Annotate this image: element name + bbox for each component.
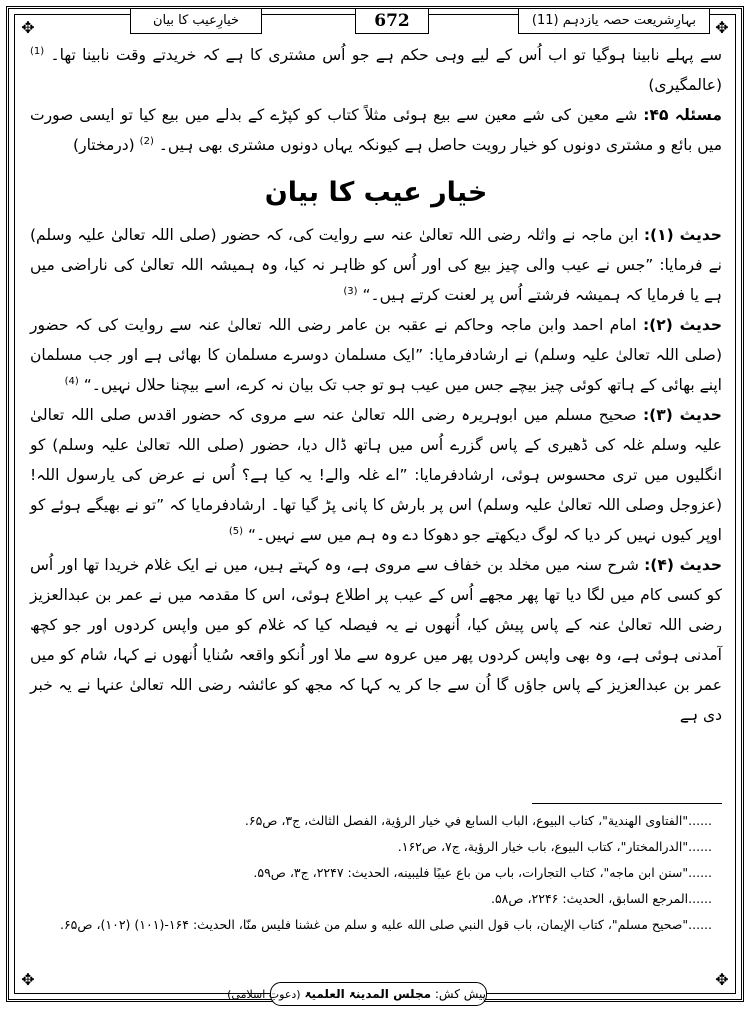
hadith-paragraph (30, 400, 722, 550)
footnote-item: ......"الدرالمختار"، كتاب البيوع، باب خيار الرؤية، ج۷، ص۱۶۲. (397, 839, 712, 854)
chapter-title: خیارِعیب کا بیان (130, 8, 262, 34)
footnote-ref: (4) (64, 375, 79, 387)
section-title: خیار عیب کا بیان (264, 177, 488, 208)
intro-paragraph (30, 40, 722, 100)
hadith-paragraph (30, 220, 722, 310)
footnote-ref: (1) (30, 45, 45, 57)
footnote-ref: (3) (343, 285, 358, 297)
corner-ornament-icon: ✥ (21, 18, 35, 37)
hadith-paragraph (30, 310, 722, 400)
masla-label: مسئلہ ۴۵: (643, 106, 722, 124)
hadith-label: حدیث (۲): (642, 316, 722, 334)
corner-ornament-icon: ✥ (715, 18, 729, 37)
hadith-paragraph (30, 550, 722, 730)
source-citation: (عالمگیری) (648, 76, 722, 94)
footnote-ref: (5) (228, 525, 243, 537)
corner-ornament-icon: ✥ (715, 970, 729, 989)
source-citation: (درمختار) (73, 136, 135, 154)
footnote-item: ......"الفتاوى الهندية"، كتاب البيوع، الباب السابع في خيار الرؤية، الفصل الثالث، ج۳، ص۶۵. (244, 813, 712, 828)
publisher-name: مجلس المدینۃ العلمیۃ (304, 987, 432, 1001)
intro-text: سے پہلے نابینا ہوگیا تو اب اُس کے لیے وہی حکم ہے جو اُس مشتری کا ہے کہ خریدتے وقت نابینا تھا۔ (50, 46, 722, 64)
masla-text: شے معین کی شے معین سے بیع ہوئی مثلاً کتاب کو کپڑے کے بدلے میں بیع کیا تو ایسی صورت میں بائع و مشتری دونوں کو خیار رویت حاصل ہے کیونکہ یہاں دونوں مشتری بھی ہیں۔ (30, 106, 722, 154)
footnote-item: ......المرجع السابق، الحديث: ۲۲۴۶، ص۵۸. (490, 891, 712, 906)
footer-suffix: (دعوتِ اسلامی) (227, 988, 301, 1001)
footnotes (48, 808, 712, 938)
corner-ornament-icon: ✥ (21, 970, 35, 989)
hadith-label: حدیث (۱): (643, 226, 722, 244)
masla-paragraph (30, 100, 722, 160)
page-header (22, 8, 730, 34)
footnote-divider (532, 803, 722, 804)
hadith-text: امام احمد وابن ماجہ وحاکم نے عقبہ بن عامر رضی اللہ تعالیٰ عنہ سے روایت کی کہ حضور (صلی اللہ تعالیٰ علیہ وسلم) نے ارشادفرمایا: ”ایک مسلمان دوسرے مسلمان کا بھائی ہے اور جب مسلمان اپنے بھائی کے ہاتھ کوئی چیز بیچے جس میں عیب ہو تو جب تک بیان نہ کرے، اسے بیچنا حلال نہیں۔“ (30, 316, 722, 394)
hadith-text: شرح سنہ میں مخلد بن خفاف سے مروی ہے، وہ کہتے ہیں، میں نے ایک غلام خریدا تھا اور اُس کو کسی کام میں لگا دیا تھا پھر مجھے اُس کے عیب پر اطلاع ہوئی، اس کا مقدمہ میں نے عمر بن عبدالعزیز رضی اللہ تعالیٰ عنہ کے پاس پیش کیا، اُنھوں نے یہ فیصلہ کیا کہ غلام کو میں واپس کردوں اور جو کچھ آمدنی ہوئی ہے، وہ بھی واپس کردوں پھر میں عروہ سے ملا اور اُنکو واقعہ سُنایا اُنھوں نے کہا، شام کو میں عمر بن عبدالعزیز کے پاس جاؤں گا اُن سے جا کر یہ کہا کہ مجھ کو عائشہ رضی اللہ تعالیٰ عنہا نے یہ خبر دی ہے (30, 556, 722, 724)
hadith-label: حدیث (۴): (644, 556, 722, 574)
footer-prefix: پیش کش: (434, 987, 486, 1001)
page-number: 672 (355, 8, 429, 34)
footnote-item: ......"صحيح مسلم"، كتاب الإيمان، باب قول النبي صلى الله عليه و سلم من غشنا فليس منّا، الحديث: ۱۶۴-(۱۰۱) (۱۰۲)، ص۶۵. (59, 917, 712, 932)
hadith-label: حدیث (۳): (642, 406, 722, 424)
footnote-item: ......"سنن ابن ماجه"، كتاب التجارات، باب من باع عيبًا فليبينه، الحديث: ۲۲۴۷، ج۳، ص۵۹. (253, 865, 712, 880)
hadith-text: صحیح مسلم میں ابوہریرہ رضی اللہ تعالیٰ عنہ سے مروی کہ حضور اقدس صلی اللہ تعالیٰ علیہ وسلم غلہ کی ڈھیری کے پاس گزرے اُس میں ہاتھ ڈال دیا، حضور (صلی اللہ تعالیٰ علیہ وسلم) کو انگلیوں میں تری محسوس ہوئی، ارشادفرمایا: ”اے غلہ والے! یہ کیا ہے؟ اُس نے عرض کی یارسول اللہ! (عزوجل وصلی اللہ تعالیٰ علیہ وسلم) اس پر بارش کا پانی پڑ گیا تھا۔ ارشادفرمایا کہ ”تو نے بھیگے ہوئے کو اوپر کیوں نہیں کر دیا کہ لوگ دیکھتے جو دھوکا دے وہ ہم میں سے نہیں۔“ (30, 406, 722, 544)
page-body (30, 40, 722, 730)
book-title: بہارِشریعت حصہ یازدہم (11) (518, 8, 710, 34)
footnote-ref: (2) (139, 135, 154, 147)
hadith-text: ابن ماجہ نے واثلہ رضی اللہ تعالیٰ عنہ سے روایت کی، کہ حضور (صلی اللہ تعالیٰ علیہ وسلم) نے فرمایا: ”جس نے عیب والی چیز بیع کی اور اُس کو ظاہر نہ کیا، وہ ہمیشہ اللہ تعالیٰ کی ناراضی میں ہے یا فرمایا کہ ہمیشہ فرشتے اُس پر لعنت کرتے ہیں۔“ (30, 226, 722, 304)
publisher-footer (227, 982, 487, 1006)
